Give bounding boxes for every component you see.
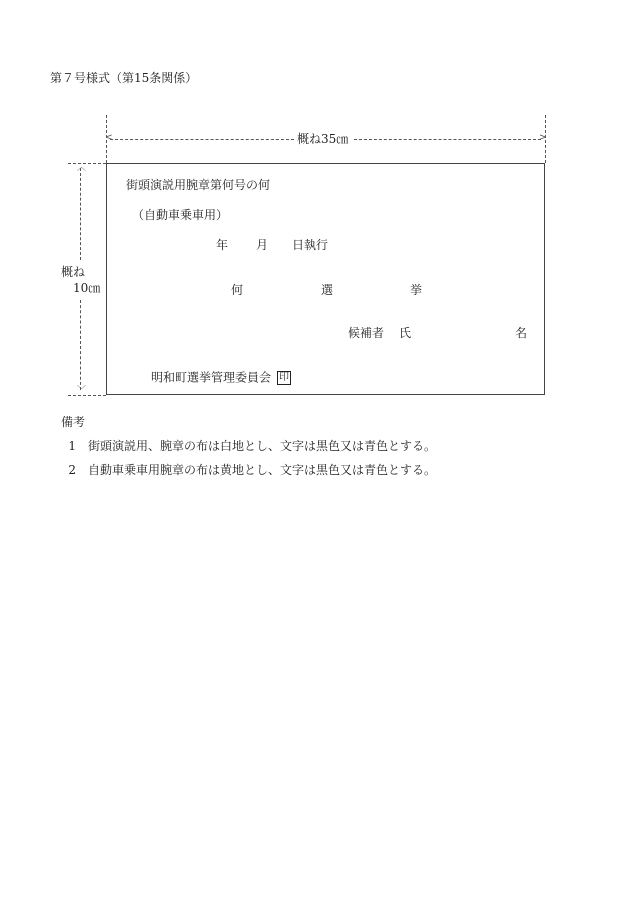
width-label: 概ね35㎝ bbox=[297, 132, 349, 146]
armband-box bbox=[106, 163, 545, 395]
date-year: 年 bbox=[216, 238, 229, 252]
height-line-top bbox=[80, 168, 81, 260]
issuer-line bbox=[151, 371, 291, 385]
form-title: 第７号様式（第15条関係） bbox=[50, 71, 198, 85]
height-label-line1: 概ね bbox=[61, 265, 86, 279]
election-char-3: 挙 bbox=[410, 283, 423, 297]
note-item bbox=[58, 464, 436, 476]
candidate-label: 候補者 bbox=[348, 326, 385, 340]
armband-vehicle-label: （自動車乗車用） bbox=[132, 208, 229, 222]
note-text: 街頭演説用、腕章の布は白地とし、文字は黒色又は青色とする。 bbox=[88, 439, 437, 453]
note-number: 2 bbox=[68, 463, 76, 477]
height-label-line2: 10㎝ bbox=[73, 281, 101, 295]
date-month: 月 bbox=[256, 238, 269, 252]
height-line-bottom bbox=[80, 300, 81, 390]
election-char-1: 何 bbox=[231, 283, 244, 297]
arrow-up-icon: ︿ bbox=[77, 163, 87, 173]
election-char-2: 選 bbox=[321, 283, 334, 297]
name-char-2: 名 bbox=[515, 326, 528, 340]
height-extension-top bbox=[68, 163, 106, 164]
armband-title: 街頭演説用腕章第何号の何 bbox=[126, 178, 271, 192]
seal-stamp: 印 bbox=[279, 372, 290, 383]
height-extension-bottom bbox=[68, 395, 106, 396]
width-line-left bbox=[110, 139, 294, 140]
date-day: 日執行 bbox=[292, 238, 329, 252]
name-char-1: 氏 bbox=[399, 326, 412, 340]
issuer-name: 明和町選挙管理委員会 bbox=[151, 370, 272, 385]
arrow-right-icon: > bbox=[539, 133, 547, 143]
notes-heading: 備考 bbox=[61, 415, 86, 429]
width-line-right bbox=[354, 139, 541, 140]
note-text: 自動車乗車用腕章の布は黄地とし、文字は黒色又は青色とする。 bbox=[88, 463, 437, 477]
note-item bbox=[58, 440, 436, 452]
arrow-down-icon: ﹀ bbox=[77, 386, 87, 396]
arrow-left-icon: < bbox=[105, 133, 113, 143]
note-number: 1 bbox=[68, 439, 76, 453]
